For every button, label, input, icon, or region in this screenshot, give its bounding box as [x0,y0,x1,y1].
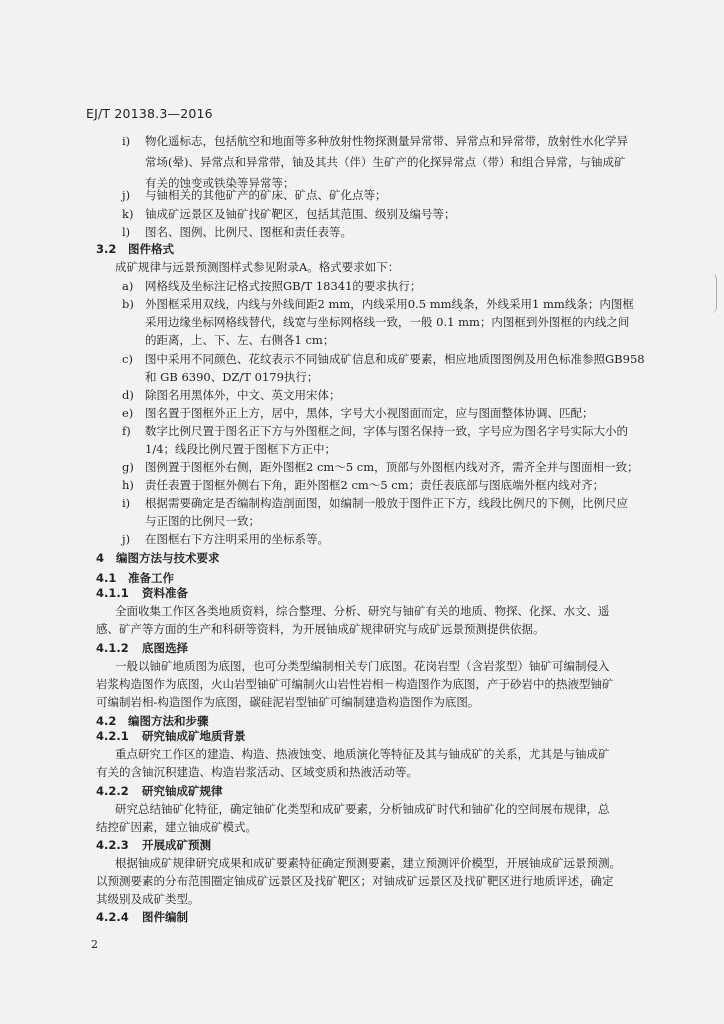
item-text: 网格线及坐标注记格式按照GB/T 18341的要求执行； [145,279,422,293]
item-marker: c) [122,352,133,366]
item-marker: h) [122,478,134,492]
paragraph-text: 有关的含铀沉积建造、构造岩浆活动、区域变质和热液活动等。 [96,765,418,779]
paragraph-text: 研究总结铀矿化特征，确定铀矿化类型和成矿要素，分析铀成矿时代和铀矿化的空间展布规律，总 [115,802,610,816]
section-number: 4.1.1 [96,586,129,600]
paragraph-text: 可编制岩相-构造图作为底图，碳硅泥岩型铀矿可编制建造构造图作为底图。 [96,695,480,709]
item-marker: j) [122,532,131,546]
item-text: 的距离，上、下、左、右侧各1 cm； [145,333,335,347]
item-marker: a) [122,279,134,293]
item-text: 与正图的比例尺一致； [145,514,260,528]
section-title: 准备工作 [128,571,174,585]
item-text: 与铀相关的其他矿产的矿床、矿点、矿化点等； [145,188,387,202]
standard-code-header: EJ/T 20138.3—2016 [86,106,213,121]
paragraph-text: 其级别及成矿类型。 [96,892,200,906]
section-title: 图件格式 [128,242,174,256]
section-title: 研究铀成矿规律 [142,784,223,798]
item-text: 物化遥标志，包括航空和地面等多种放射性物探测量异常带、异常点和异常带，放射性水化学异 [145,134,628,148]
section-title: 编图方法与技术要求 [116,551,220,565]
section-number: 4.2.1 [96,729,129,743]
paragraph-text: 以预测要素的分布范围圈定铀成矿远景区及找矿靶区；对铀成矿远景区及找矿靶区进行地质评述，确定 [96,874,614,888]
paragraph-text: 感、矿产等方面的生产和科研等资料，为开展铀成矿规律研究与成矿远景预测提供依据。 [96,622,545,636]
item-marker: k) [122,207,134,221]
paragraph-text: 一般以铀矿地质图为底图，也可分类型编制相关专门底图。花岗岩型（含岩浆型）铀矿可编制侵入 [115,659,610,673]
paragraph-text: 成矿规律与远景预测图样式参见附录A。格式要求如下： [115,260,400,274]
item-text: 在图框右下方注明采用的坐标系等。 [145,532,329,546]
item-marker: i) [122,134,131,148]
section-number: 4.1.2 [96,641,129,655]
section-number: 4.1 [96,571,117,585]
section-title: 编图方法和步骤 [128,714,209,728]
item-marker: l) [122,225,131,239]
item-text: 1/4；线段比例尺置于图框下方正中； [145,442,337,456]
item-text: 和 GB 6390、DZ/T 0179执行； [145,370,319,384]
section-number: 4.2.2 [96,784,129,798]
item-text: 根据需要确定是否编制构造剖面图，如编制一般放于图件正下方，线段比例尺的下侧，比例尺应 [145,496,628,510]
item-text: 外图框采用双线，内线与外线间距2 mm，内线采用0.5 mm线条，外线采用1 mm线条；内图框 [145,297,634,311]
section-number: 4 [96,551,105,565]
section-title: 资料准备 [142,586,188,600]
section-number: 4.2.3 [96,838,129,852]
item-marker: d) [122,388,134,402]
item-text: 图名、图例、比例尺、图框和责任表等。 [145,225,352,239]
item-text: 常场(晕)、异常点和异常带，铀及其共（伴）生矿产的化探异常点（带）和组合异常，与铀成矿 [145,155,626,169]
paragraph-text: 结控矿因素，建立铀成矿模式。 [96,820,257,834]
scan-edge-mark [710,273,717,313]
item-marker: i) [122,496,131,510]
item-marker: g) [122,460,134,474]
item-text: 有关的蚀变或铁染等异常等； [145,176,295,190]
section-title: 图件编制 [142,910,188,924]
section-title: 底图选择 [142,641,188,655]
item-text: 图中采用不同颜色、花纹表示不同铀成矿信息和成矿要素，相应地质图图例及用色标准参照GB958 [145,352,645,366]
item-text: 图名置于图框外正上方，居中，黑体，字号大小视图面而定，应与图面整体协调、匹配； [145,406,594,420]
paragraph-text: 全面收集工作区各类地质资料，综合整理、分析、研究与铀矿有关的地质、物探、化探、水文、遥 [115,604,610,618]
item-marker: f) [122,424,131,438]
item-text: 责任表置于图框外侧右下角，距外图框2 cm～5 cm；责任表底部与图底端外框内线对齐； [145,478,605,492]
paragraph-text: 岩浆构造图作为底图，火山岩型铀矿可编制火山岩性岩相－构造图作为底图，产于砂岩中的热液型铀矿 [96,677,614,691]
item-marker: e) [122,406,134,420]
section-number: 4.2.4 [96,910,129,924]
section-number: 4.2 [96,714,117,728]
item-text: 图例置于图框外右侧，距外图框2 cm～5 cm，顶部与外图框内线对齐，需齐全并与图面相一致； [145,460,639,474]
paragraph-text: 根据铀成矿规律研究成果和成矿要素特征确定预测要素，建立预测评价模型，开展铀成矿远景预测。 [115,856,621,870]
section-title: 开展成矿预测 [142,838,211,852]
item-text: 铀成矿远景区及铀矿找矿靶区，包括其范围、级别及编号等； [145,207,456,221]
item-text: 除图名用黑体外，中文、英文用宋体； [145,388,341,402]
item-marker: b) [122,297,134,311]
section-title: 研究铀成矿地质背景 [142,729,246,743]
item-text: 采用边缘坐标网格线替代，线宽与坐标网格线一致，一般 0.1 mm；内图框到外图框的内线之间 [145,315,630,329]
item-text: 数字比例尺置于图名正下方与外图框之间，字体与图名保持一致，字号应为图名字号实际大小的 [145,424,628,438]
section-number: 3.2 [96,242,117,256]
page-number: 2 [91,938,98,951]
item-marker: j) [122,188,131,202]
paragraph-text: 重点研究工作区的建造、构造、热液蚀变、地质演化等特征及其与铀成矿的关系，尤其是与铀成矿 [115,747,610,761]
